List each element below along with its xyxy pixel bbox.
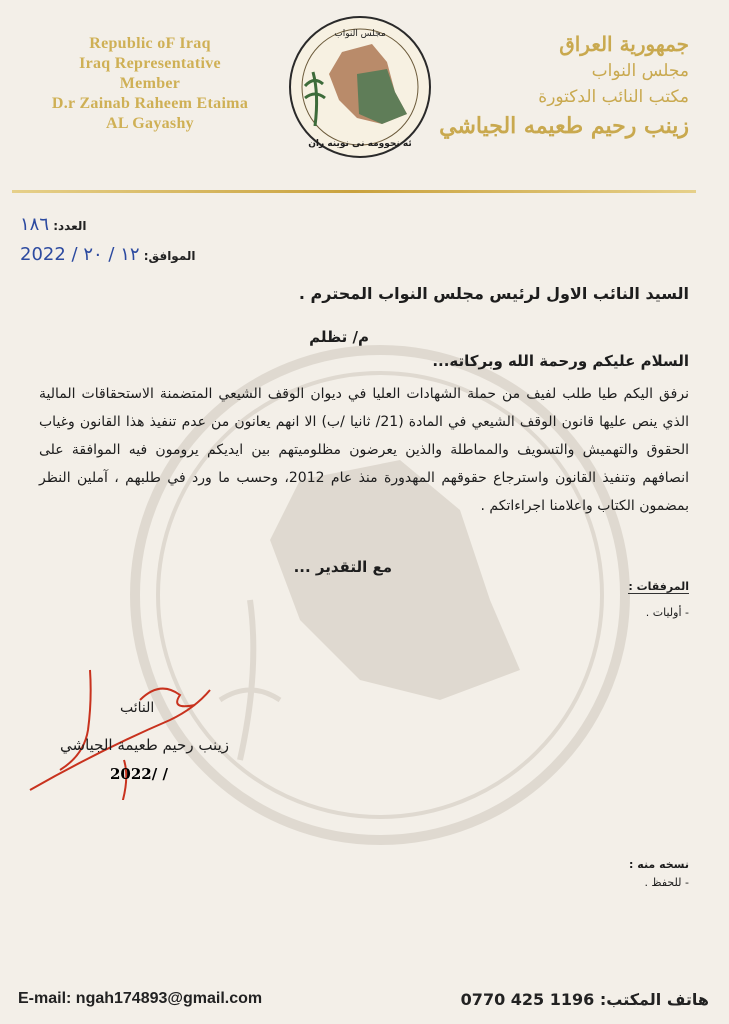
reference-date-label: الموافق: [143, 249, 196, 263]
reference-number-label: العدد: [53, 219, 87, 233]
reference-number-value: ١٨٦ [20, 214, 50, 235]
parliament-logo-icon [287, 14, 433, 160]
header-ar-line-2: مجلس النواب [591, 61, 689, 81]
header-english [30, 34, 270, 134]
header-divider [12, 190, 696, 193]
letter-greeting: السلام عليكم ورحمة الله وبركاته... [432, 352, 689, 370]
header-en-line-4: D.r Zainab Raheem Etaima [51, 95, 249, 112]
footer-email: E-mail: ngah174893@gmail.com [18, 990, 263, 1007]
reference-number [20, 214, 86, 235]
logo-top-text: مجلس النواب [334, 29, 386, 39]
header-en-line-5: AL Gayashy [106, 115, 194, 132]
signature-name: زينب رحيم طعيمة الجياشي [60, 736, 230, 754]
letter-addressee: السيد النائب الاول لرئيس مجلس النواب المحترم . [298, 284, 689, 303]
reference-date-value: 2022 / ١٢ / ٢٠ [20, 244, 140, 265]
letter-body: نرفق اليكم طيا طلب لفيف من حملة الشهادات العليا في ديوان الوقف الشيعي المتضمنة الاستحقاقات المالية الذي ينص عليها قانون الوقف الشيعي في المادة (21/ ثانيا /ب) الا انهم يعانون من عدم تنفيذ هذا القانون وغياب الحقوق والتهميش والتسويف والمماطلة والذين يعرضون مظلوميتهم بين ايديكم يرومون فيه الموافقة على انصافهم وتنفيذ القانون واسترجاع حقوقهم المهدورة منذ عام 2012، وحسب ما ورد في طلبهم ، آملين النظر بمضمون الكتاب واعلامنا اجراءاتكم . [39, 386, 689, 514]
letter-subject: م/ تظلم [309, 328, 369, 346]
header-en-line-2: Iraq Representative [79, 55, 221, 72]
header-ar-line-1: جمهورية العراق [559, 32, 689, 56]
header-ar-line-3: مكتب النائب الدكتورة [538, 87, 689, 107]
letter-closing: مع التقدير ... [293, 558, 392, 576]
logo-bottom-text: ئه نجوومه نی نوینه ران [308, 139, 412, 149]
copies-title: نسخه منه : [629, 858, 689, 871]
attachments-item: - أوليات . [645, 606, 689, 619]
signature-title: النائب [120, 700, 155, 716]
footer-phone: هاتف المكتب: 1196 425 0770 [460, 990, 709, 1009]
signature-date: 2022/ / [110, 765, 168, 783]
header-arabic [429, 30, 689, 142]
reference-date [20, 244, 196, 265]
attachments-title: المرفقات : [628, 580, 689, 593]
header-en-line-3: Member [119, 75, 181, 92]
header-en-line-1: Republic oF Iraq [89, 35, 211, 52]
copies-item: - للحفظ . [644, 876, 689, 889]
header-ar-line-4: زينب رحيم طعيمه الجياشي [439, 113, 689, 139]
